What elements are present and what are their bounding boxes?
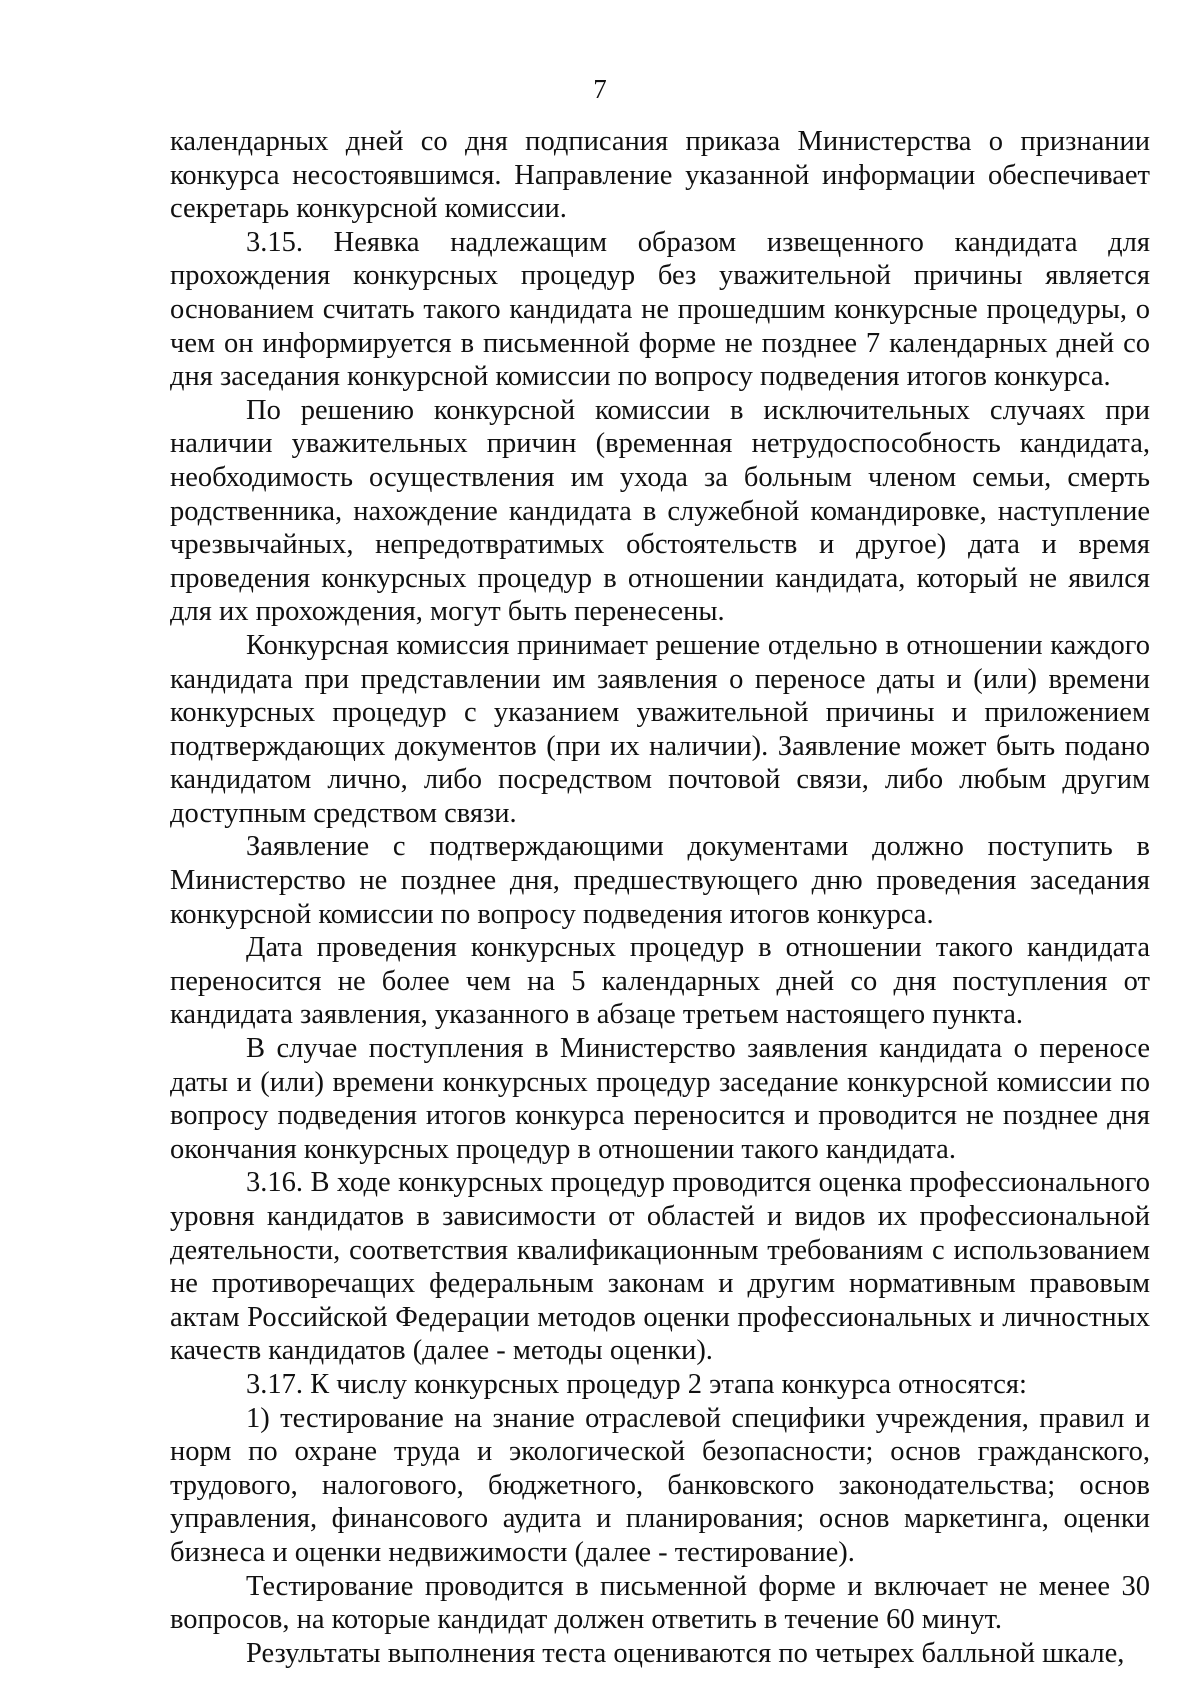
document-body xyxy=(170,125,1150,1670)
paragraph-testing-item: 1) тестирование на знание отраслевой специфики учреждения, правил и норм по охране труда и экологической безопасности; основ гражданского, трудового, налогового, бюджетного, банковского законодательства; основ управления, финансового аудита и планирования; основ маркетинга, оценки бизнеса и оценки недвижимости (далее - тестирование). xyxy=(170,1402,1150,1568)
paragraph-postponement-term: Дата проведения конкурсных процедур в отношении такого кандидата переносится не более чем на 5 календарных дней со дня поступления от кандидата заявления, указанного в абзаце третьем настоящего пункта. xyxy=(170,932,1150,1031)
paragraph-continuation: календарных дней со дня подписания приказа Министерства о признании конкурса несостоявшимся. Направление указанной информации обеспечивает секретарь конкурсной комиссии. xyxy=(170,126,1150,225)
paragraph-test-results: Результаты выполнения теста оцениваются по четырех балльной шкале, xyxy=(246,1637,1125,1669)
paragraph-postponement-decision: По решению конкурсной комиссии в исключительных случаях при наличии уважительных причин (временная нетрудоспособность кандидата, необходимость осуществления им ухода за больным членом семьи, смерть родственника, нахождение кандидата в служебной командировке, наступление чрезвычайных, непредотвратимых обстоятельств и другое) дата и время проведения конкурсных процедур в отношении кандидата, который не явился для их прохождения, могут быть перенесены. xyxy=(170,394,1150,628)
paragraph-3-17: 3.17. К числу конкурсных процедур 2 этапа конкурса относятся: xyxy=(246,1368,1027,1400)
paragraph-commission-decision: Конкурсная комиссия принимает решение отдельно в отношении каждого кандидата при представлении им заявления о переносе даты и (или) времени конкурсных процедур с указанием уважительной причины и приложением подтверждающих документов (при их наличии). Заявление может быть подано кандидатом лично, либо посредством почтовой связи, либо любым другим доступным средством связи. xyxy=(170,629,1150,829)
paragraph-3-16: 3.16. В ходе конкурсных процедур проводится оценка профессионального уровня кандидатов в зависимости от областей и видов их профессиональной деятельности, соответствия квалификационным требованиям с использованием не противоречащих федеральным законам и другим нормативным правовым актам Российской Федерации методов оценки профессиональных и личностных качеств кандидатов (далее - методы оценки). xyxy=(170,1167,1150,1367)
page-number: 7 xyxy=(593,74,607,104)
paragraph-3-15: 3.15. Неявка надлежащим образом извещенного кандидата для прохождения конкурсных процедур без уважительной причины является основанием считать такого кандидата не прошедшим конкурсные процедуры, о чем он информируется в письменной форме не позднее 7 календарных дней со дня заседания конкурсной комиссии по вопросу подведения итогов конкурса. xyxy=(170,226,1150,393)
paragraph-meeting-postponement: В случае поступления в Министерство заявления кандидата о переносе даты и (или) времени конкурсных процедур заседание конкурсной комиссии по вопросу подведения итогов конкурса переносится и проводится не позднее дня окончания конкурсных процедур в отношении такого кандидата. xyxy=(170,1033,1150,1165)
paragraph-testing-format: Тестирование проводится в письменной форме и включает не менее 30 вопросов, на которые кандидат должен ответить в течение 60 минут. xyxy=(170,1570,1150,1636)
paragraph-application-deadline: Заявление с подтверждающими документами должно поступить в Министерство не позднее дня, предшествующего дню проведения заседания конкурсной комиссии по вопросу подведения итогов конкурса. xyxy=(170,831,1150,930)
